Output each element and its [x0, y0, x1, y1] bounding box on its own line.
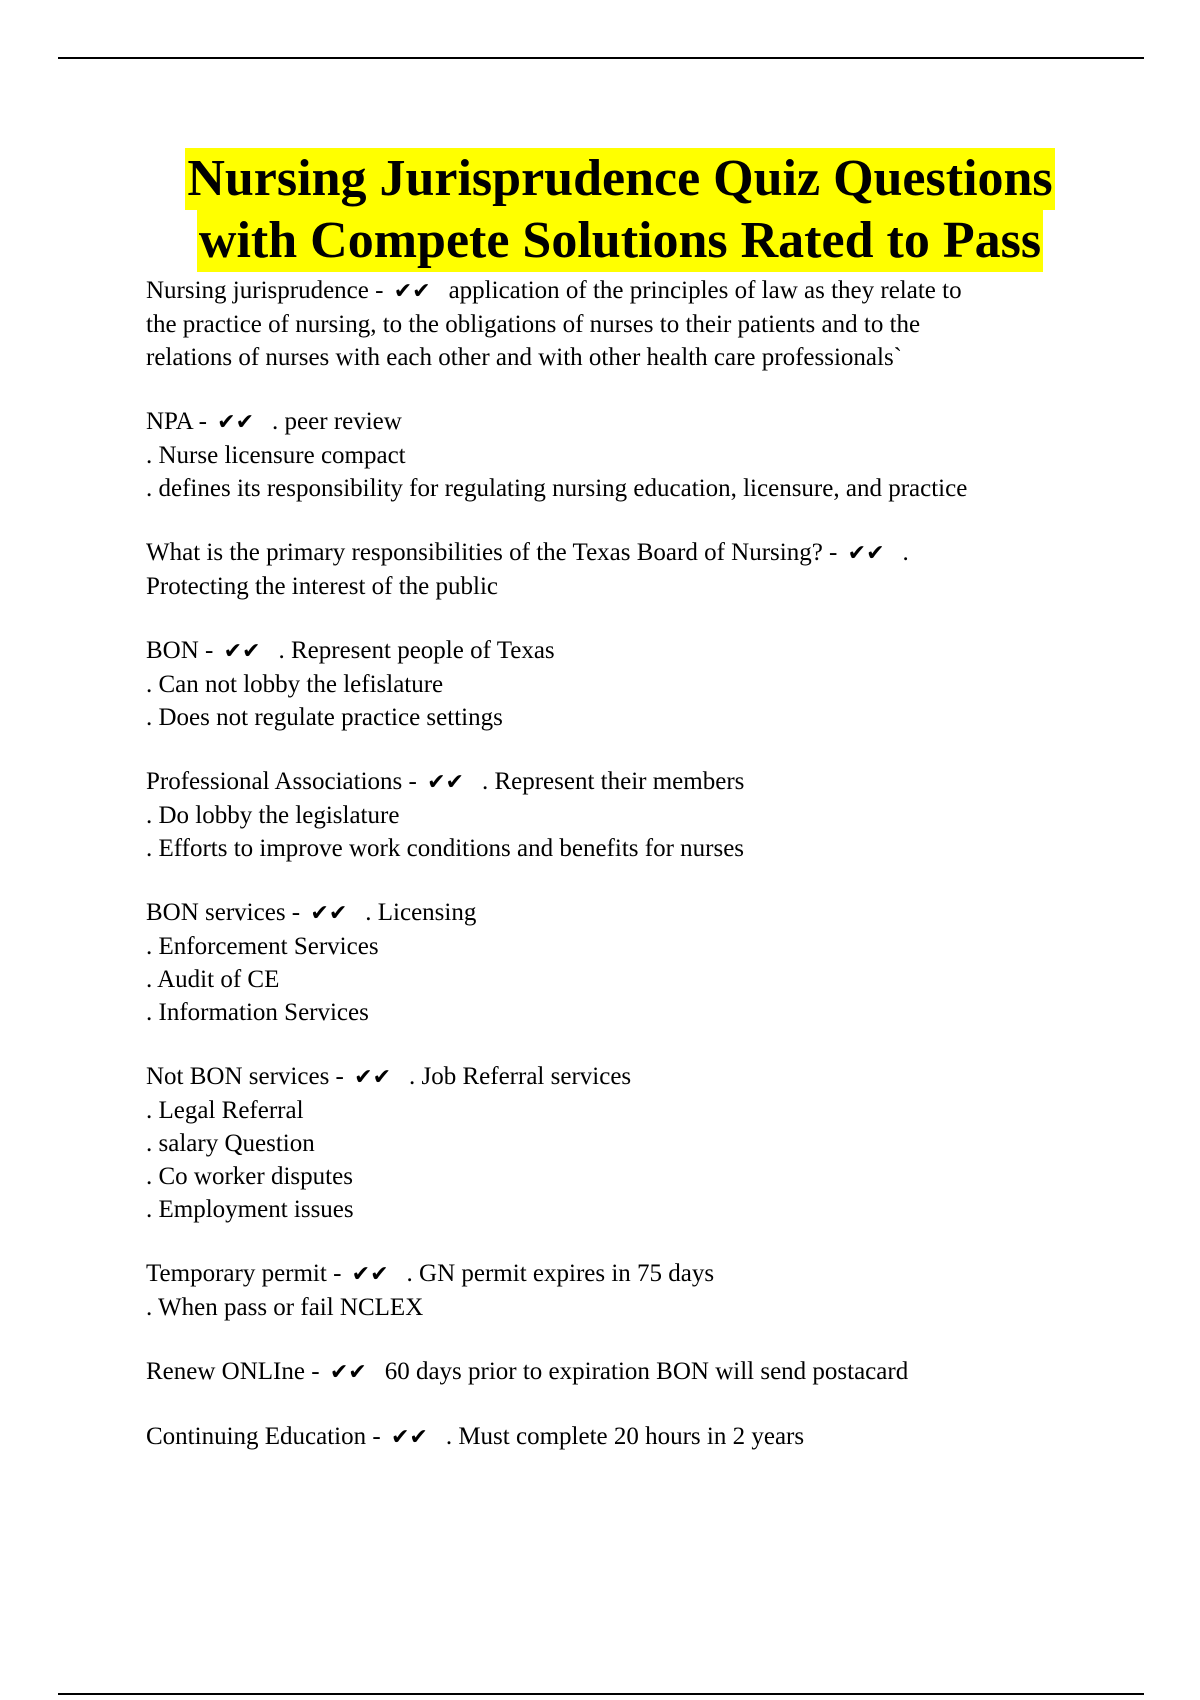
qa-first-line — [146, 1420, 1086, 1454]
qa-first-line — [146, 274, 1086, 308]
qa-first-line — [146, 765, 1086, 799]
double-check-icon: ✔✔ — [329, 1360, 367, 1385]
qa-answer-line: the practice of nursing, to the obligations of nurses to their patients and to the — [146, 311, 921, 338]
qa-first-line — [146, 405, 1086, 439]
qa-answer-line: . Co worker disputes — [146, 1163, 353, 1190]
title-line-2: with Compete Solutions Rated to Pass — [197, 210, 1043, 272]
qa-first-line — [146, 896, 1086, 930]
qa-answer-line: relations of nurses with each other and with other health care professionals` — [146, 344, 902, 371]
double-check-icon: ✔✔ — [351, 1262, 389, 1287]
qa-term: Nursing jurisprudence - — [146, 277, 384, 304]
qa-answer-line: . salary Question — [146, 1130, 315, 1157]
double-check-icon: ✔✔ — [354, 1065, 392, 1090]
top-rule — [58, 57, 1144, 59]
qa-answer: . Must complete 20 hours in 2 years — [445, 1423, 805, 1450]
double-check-icon: ✔✔ — [223, 639, 261, 664]
double-check-icon: ✔✔ — [393, 279, 431, 304]
qa-item — [146, 1420, 1086, 1454]
qa-answer: . Job Referral services — [409, 1063, 632, 1090]
qa-item — [146, 634, 1086, 734]
qa-term: Temporary permit - — [146, 1260, 342, 1287]
double-check-icon: ✔✔ — [390, 1425, 428, 1450]
qa-answer: . Represent their members — [481, 768, 745, 795]
qa-answer-line: . Efforts to improve work conditions and benefits for nurses — [146, 835, 745, 862]
qa-item — [146, 405, 1086, 505]
qa-answer-line: . Does not regulate practice settings — [146, 704, 503, 731]
qa-term: Professional Associations - — [146, 768, 417, 795]
qa-answer-line: . defines its responsibility for regulating nursing education, licensure, and practice — [146, 475, 968, 502]
qa-answer: . GN permit expires in 75 days — [406, 1260, 715, 1287]
double-check-icon: ✔✔ — [427, 770, 464, 795]
qa-term: BON services - — [146, 899, 301, 926]
qa-answer-line: . Enforcement Services — [146, 933, 379, 960]
qa-item — [146, 274, 1086, 374]
qa-answer-line: . Information Services — [146, 999, 369, 1026]
qa-list — [146, 274, 1086, 1485]
qa-answer-line: . When pass or fail NCLEX — [146, 1294, 424, 1321]
qa-term: What is the primary responsibilities of the Texas Board of Nursing? - — [146, 539, 838, 566]
qa-item — [146, 1257, 1086, 1324]
qa-answer-line: . Nurse licensure compact — [146, 442, 406, 469]
qa-answer: . — [902, 539, 909, 566]
qa-item — [146, 1355, 1086, 1389]
qa-first-line — [146, 1257, 1086, 1291]
double-check-icon: ✔✔ — [217, 410, 255, 435]
qa-term: BON - — [146, 637, 214, 664]
qa-item — [146, 536, 1086, 603]
bottom-rule — [58, 1693, 1144, 1695]
qa-answer: . Represent people of Texas — [278, 637, 555, 664]
qa-answer-line: . Audit of CE — [146, 966, 280, 993]
qa-term: Renew ONLIne - — [146, 1358, 320, 1385]
qa-answer-line: . Do lobby the legislature — [146, 802, 400, 829]
qa-answer: . peer review — [272, 408, 402, 435]
qa-term: NPA - — [146, 408, 207, 435]
qa-answer: application of the principles of law as they relate to — [448, 277, 962, 304]
qa-answer-line: . Legal Referral — [146, 1097, 304, 1124]
double-check-icon: ✔✔ — [847, 541, 885, 566]
qa-item — [146, 1060, 1086, 1226]
qa-answer: . Licensing — [365, 899, 477, 926]
qa-first-line — [146, 1060, 1086, 1094]
document-title — [0, 148, 1200, 272]
qa-first-line — [146, 1355, 1086, 1389]
qa-item — [146, 765, 1086, 865]
double-check-icon: ✔✔ — [310, 901, 348, 926]
qa-first-line — [146, 634, 1086, 668]
title-line-1: Nursing Jurisprudence Quiz Questions — [185, 148, 1054, 210]
qa-answer: 60 days prior to expiration BON will send postacard — [384, 1358, 909, 1385]
qa-answer-line: . Can not lobby the lefislature — [146, 671, 444, 698]
qa-item — [146, 896, 1086, 1029]
qa-term: Not BON services - — [146, 1063, 344, 1090]
qa-answer-line: . Employment issues — [146, 1196, 354, 1223]
qa-first-line — [146, 536, 1086, 570]
qa-term: Continuing Education - — [146, 1423, 381, 1450]
qa-answer-line: Protecting the interest of the public — [146, 573, 498, 600]
